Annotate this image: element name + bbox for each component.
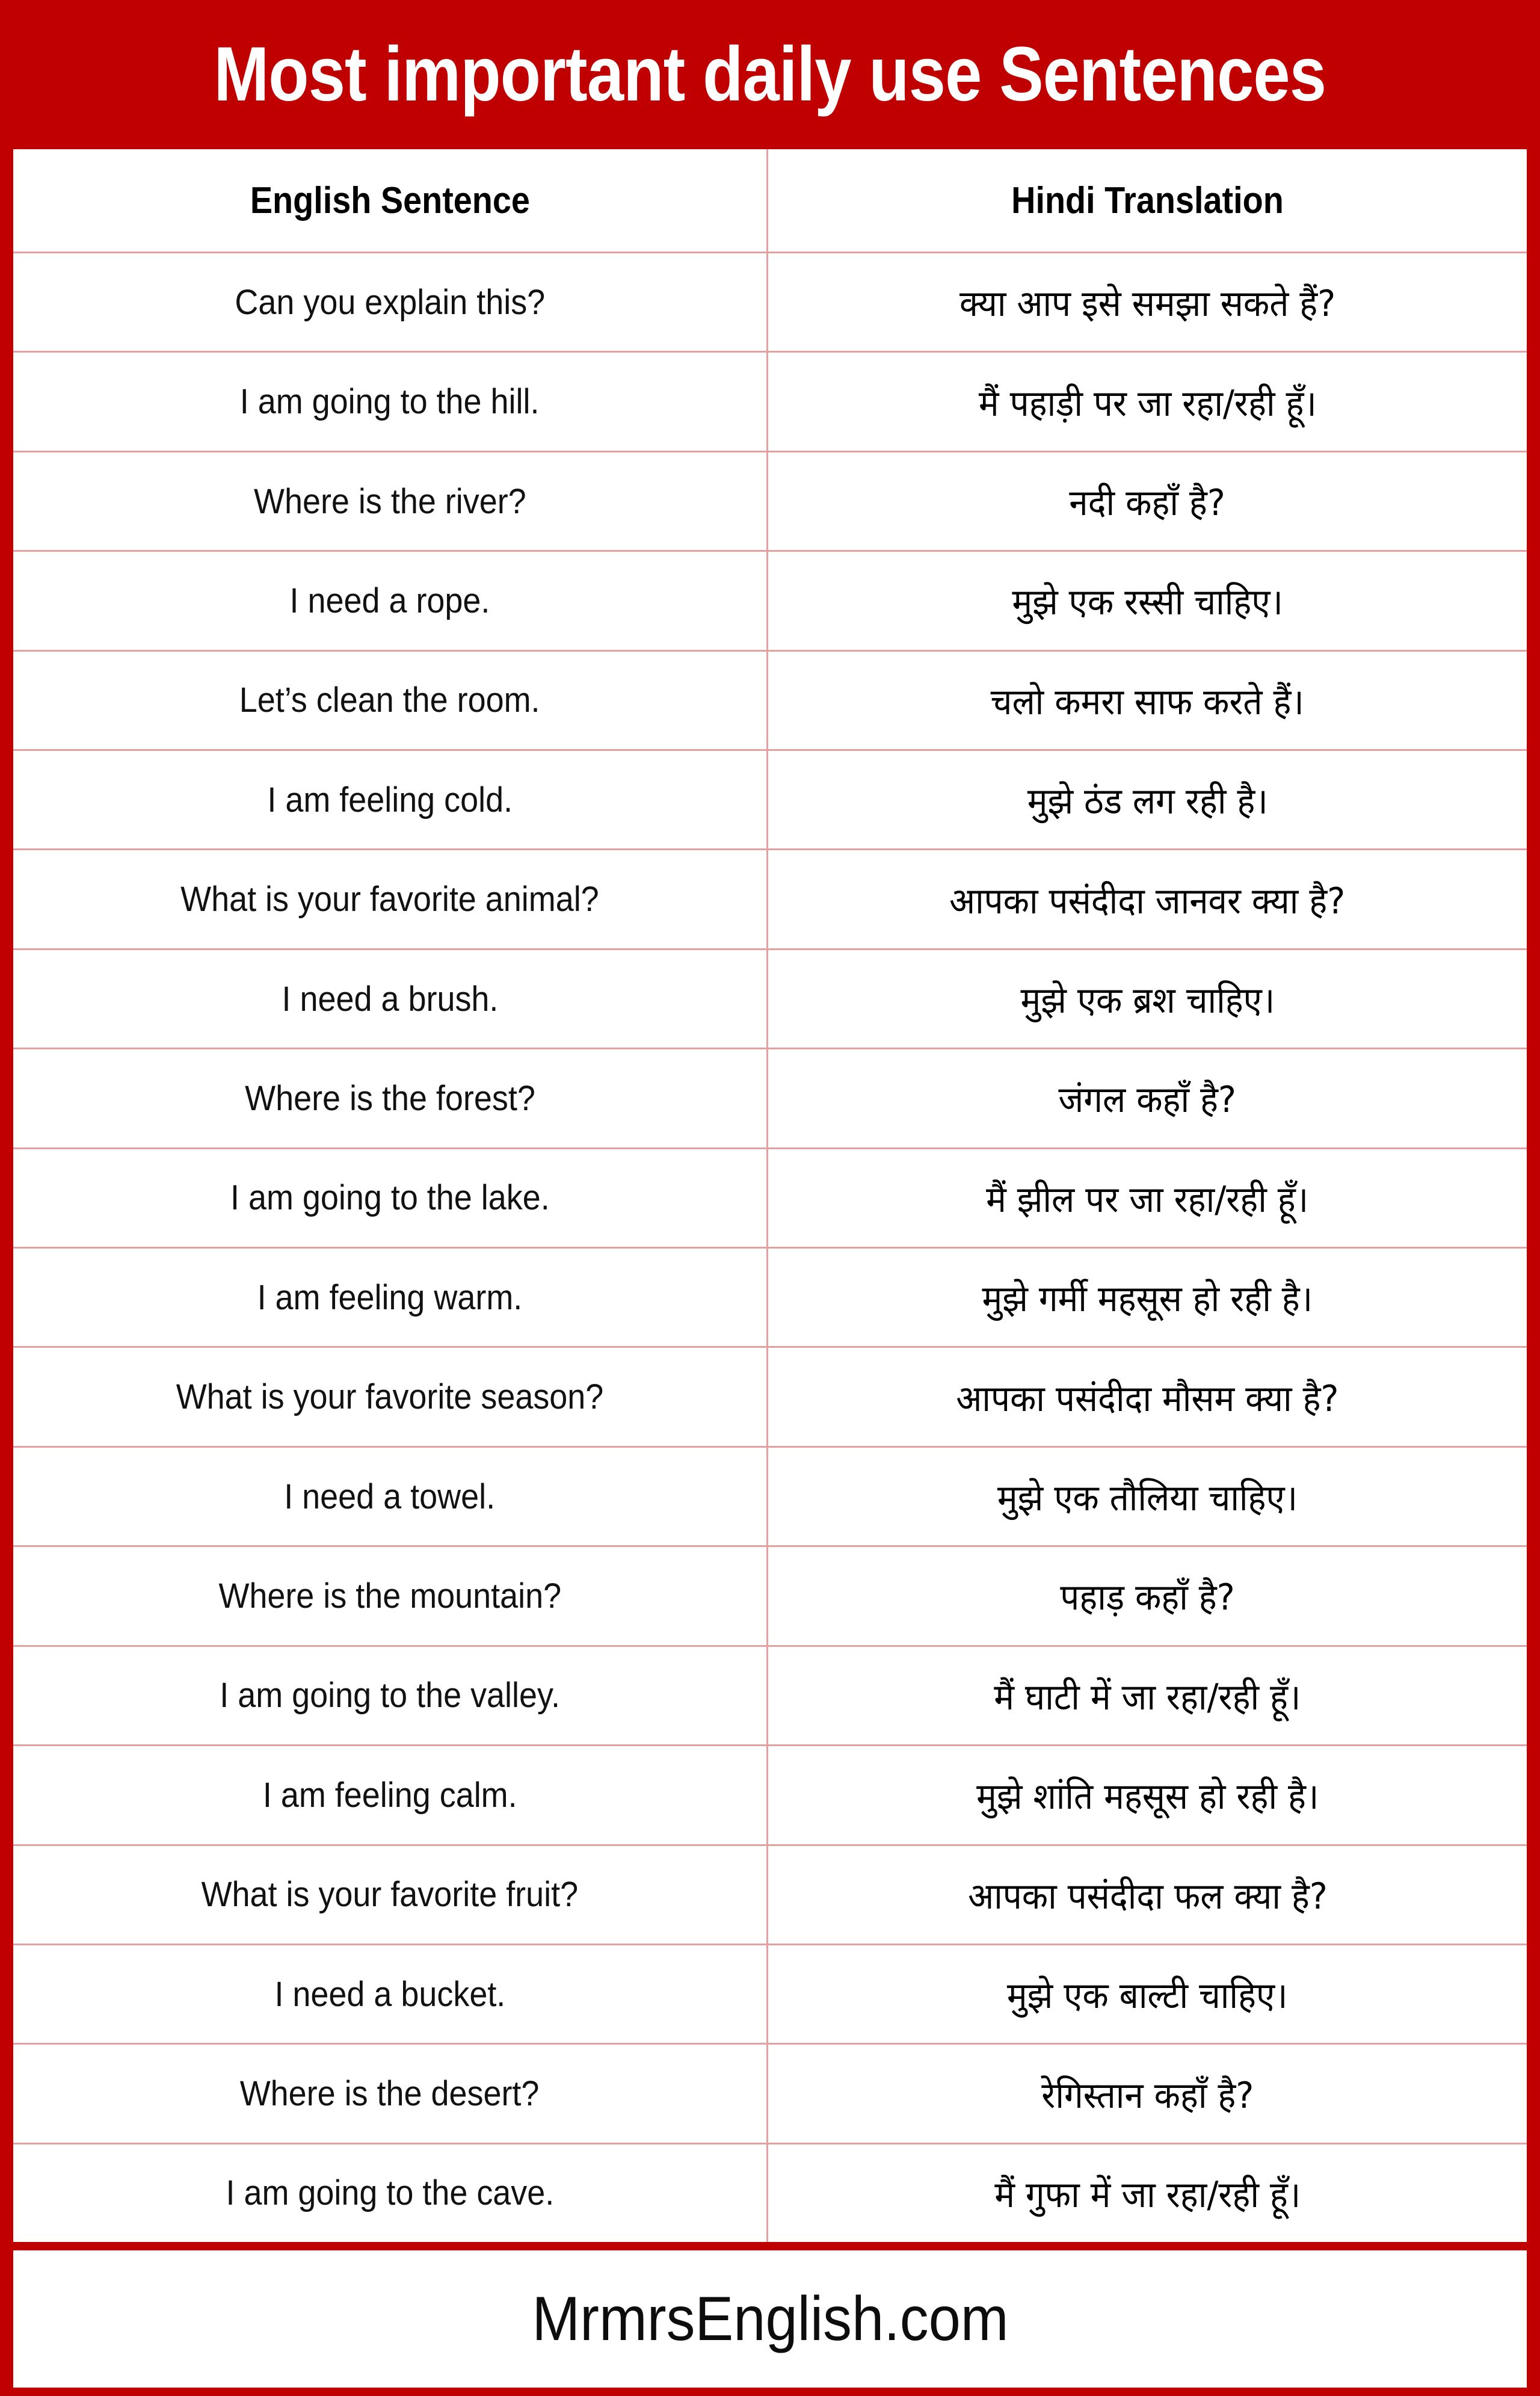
sentences-table [13,149,1527,2250]
english-sentence: I am going to the valley. [220,1676,560,1715]
hindi-translation: मुझे गर्मी महसूस हो रही है। [982,1278,1313,1321]
column-header-english: English Sentence [250,179,530,221]
table-row [13,1348,1527,1447]
english-cell [13,1846,768,1944]
english-cell [13,1149,768,1247]
english-sentence: Can you explain this? [235,282,545,322]
english-cell [13,1945,768,2043]
hindi-cell [768,1547,1527,1644]
english-cell [13,452,768,550]
hindi-cell [768,253,1527,351]
hindi-cell [768,1049,1527,1147]
hindi-translation: मुझे ठंड लग रही है। [1027,780,1268,823]
hindi-translation: आपका पसंदीदा मौसम क्या है? [956,1377,1339,1420]
hindi-cell [768,652,1527,749]
hindi-translation: चलो कमरा साफ करते हैं। [990,681,1305,723]
hindi-cell [768,552,1527,649]
hindi-cell [768,2045,1527,2142]
english-sentence: I am feeling warm. [257,1277,523,1317]
english-cell [13,2045,768,2142]
hindi-translation: पहाड़ कहाँ है? [1060,1576,1235,1619]
english-sentence: I need a rope. [289,581,490,620]
hindi-cell [768,751,1527,848]
hindi-cell [768,850,1527,948]
table-row [13,1746,1527,1845]
english-sentence: I am going to the hill. [240,382,540,422]
hindi-translation: मैं घाटी में जा रहा/रही हूँ। [994,1676,1301,1718]
table-row [13,353,1527,452]
hindi-cell [768,1746,1527,1844]
hindi-translation: मैं गुफा में जा रहा/रही हूँ। [994,2173,1301,2216]
hindi-translation: मैं पहाड़ी पर जा रहा/रही हूँ। [978,382,1317,425]
hindi-cell [768,1945,1527,2043]
table-row [13,652,1527,751]
english-sentence: What is your favorite animal? [180,880,599,919]
table-row [13,751,1527,850]
english-sentence: I am feeling calm. [262,1775,517,1815]
english-cell [13,652,768,749]
english-cell [13,1249,768,1346]
page-title: Most important daily use Sentences [214,31,1326,117]
english-cell [13,950,768,1048]
hindi-translation: मुझे एक ब्रश चाहिए। [1020,980,1275,1022]
english-cell [13,850,768,948]
english-sentence: I need a bucket. [274,1974,505,2014]
table-row [13,452,1527,552]
column-header-hindi-cell [768,149,1527,252]
table-row [13,1846,1527,1945]
title-banner [0,0,1540,149]
table-row [13,850,1527,949]
english-cell [13,1049,768,1147]
hindi-cell [768,1647,1527,1744]
hindi-translation: नदी कहाँ है? [1069,482,1226,525]
footer-band [13,2250,1527,2388]
english-sentence: I am going to the cave. [226,2173,554,2213]
hindi-cell [768,452,1527,550]
table-row [13,1448,1527,1547]
english-sentence: Let’s clean the room. [239,681,540,720]
hindi-translation: मैं झील पर जा रहा/रही हूँ। [986,1178,1309,1221]
english-cell [13,353,768,450]
english-sentence: What is your favorite fruit? [201,1875,579,1915]
hindi-translation: रेगिस्तान कहाँ है? [1041,2074,1254,2117]
english-sentence: I need a towel. [284,1477,496,1516]
english-cell [13,1746,768,1844]
english-cell [13,1647,768,1744]
hindi-translation: मुझे एक रस्सी चाहिए। [1012,581,1283,624]
table-row [13,2144,1527,2242]
english-cell [13,751,768,848]
table-row [13,1945,1527,2045]
hindi-cell [768,1249,1527,1346]
table-row [13,1249,1527,1348]
english-cell [13,552,768,649]
hindi-cell [768,1448,1527,1545]
english-sentence: Where is the forest? [244,1078,535,1118]
english-cell [13,2144,768,2242]
english-sentence: Where is the river? [253,481,526,521]
hindi-translation: जंगल कहाँ है? [1058,1079,1237,1122]
table-row [13,1049,1527,1149]
column-header-english-cell [13,149,768,252]
hindi-translation: आपका पसंदीदा फल क्या है? [967,1875,1328,1918]
english-sentence: I need a brush. [282,979,498,1019]
hindi-cell [768,353,1527,450]
table-row [13,950,1527,1049]
english-cell [13,253,768,351]
table-row [13,2045,1527,2144]
english-sentence: I am feeling cold. [267,780,513,820]
table-row [13,1547,1527,1646]
english-cell [13,1448,768,1545]
hindi-cell [768,950,1527,1048]
english-sentence: Where is the desert? [240,2074,540,2114]
table-row [13,1149,1527,1249]
hindi-translation: आपका पसंदीदा जानवर क्या है? [949,880,1346,922]
table-header-row [13,149,1527,253]
hindi-cell [768,1846,1527,1944]
english-sentence: What is your favorite season? [176,1377,604,1417]
english-cell [13,1348,768,1445]
english-cell [13,1547,768,1644]
hindi-translation: मुझे एक तौलिया चाहिए। [997,1477,1298,1520]
hindi-cell [768,2144,1527,2242]
english-sentence: I am going to the lake. [230,1178,550,1218]
table-row [13,253,1527,353]
hindi-cell [768,1149,1527,1247]
website-credit: MrmrsEnglish.com [531,2283,1009,2354]
hindi-translation: क्या आप इसे समझा सकते हैं? [959,283,1336,326]
hindi-translation: मुझे एक बाल्टी चाहिए। [1007,1975,1288,2018]
hindi-cell [768,1348,1527,1445]
hindi-translation: मुझे शांति महसूस हो रही है। [976,1776,1319,1818]
table-row [13,552,1527,651]
table-row [13,1647,1527,1746]
column-header-hindi: Hindi Translation [1011,179,1284,221]
english-sentence: Where is the mountain? [218,1576,561,1616]
